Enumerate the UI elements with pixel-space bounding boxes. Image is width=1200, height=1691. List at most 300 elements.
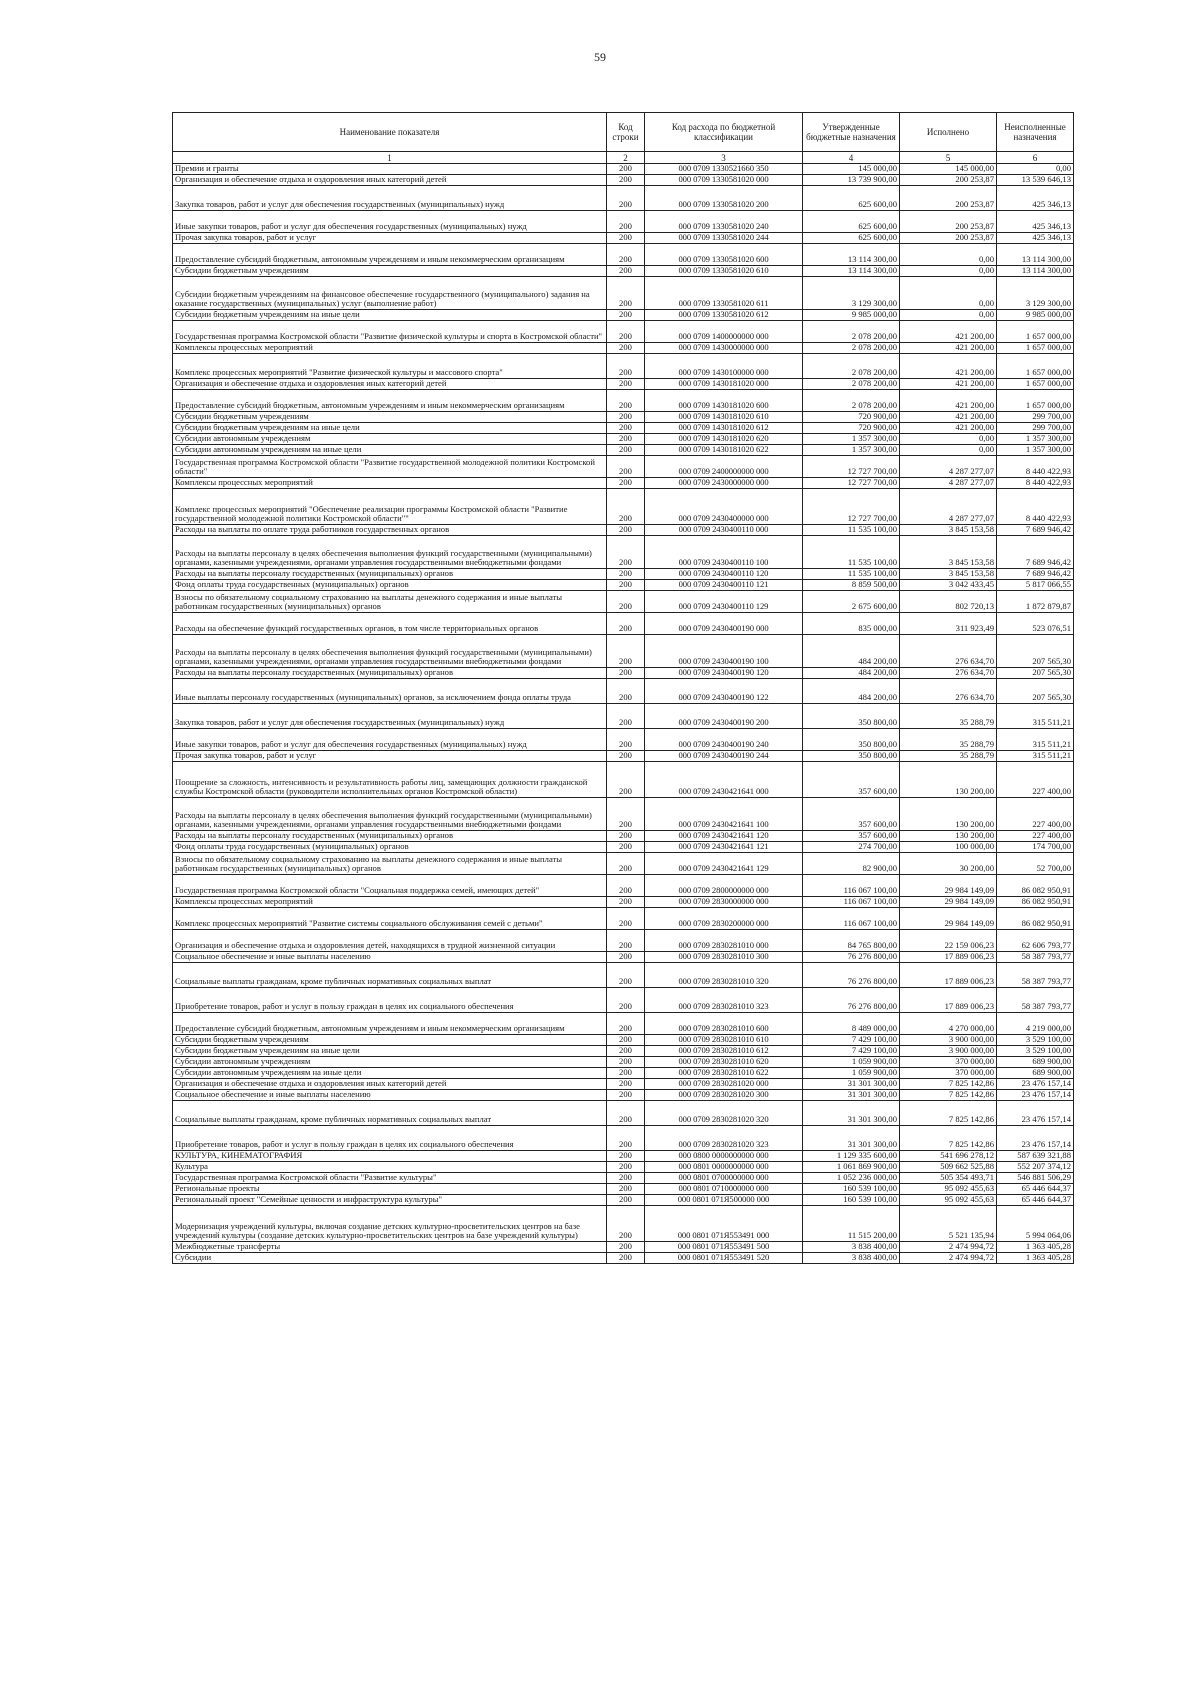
row-kbk: 000 0709 1330521660 350 xyxy=(645,164,803,175)
row-unexecuted: 9 985 000,00 xyxy=(997,310,1074,321)
row-code: 200 xyxy=(607,729,645,751)
row-approved: 13 114 300,00 xyxy=(803,266,900,277)
row-unexecuted: 425 346,13 xyxy=(997,211,1074,233)
row-name: Расходы на выплаты персоналу государственных (муниципальных) органов xyxy=(173,831,607,842)
column-number: 3 xyxy=(645,152,803,164)
row-approved: 76 276 800,00 xyxy=(803,963,900,988)
row-name: Иные выплаты персоналу государственных (муниципальных) органов, за исключением фонда оплаты труда xyxy=(173,679,607,704)
row-code: 200 xyxy=(607,277,645,310)
table-row xyxy=(173,164,1074,175)
row-executed: 421 200,00 xyxy=(900,343,997,354)
table-row xyxy=(173,668,1074,679)
row-kbk: 000 0709 1430181020 622 xyxy=(645,445,803,456)
table-row xyxy=(173,343,1074,354)
column-number: 6 xyxy=(997,152,1074,164)
row-unexecuted: 8 440 422,93 xyxy=(997,489,1074,525)
table-row xyxy=(173,277,1074,310)
row-executed: 29 984 149,09 xyxy=(900,897,997,908)
table-row xyxy=(173,390,1074,412)
table-row xyxy=(173,211,1074,233)
row-executed: 4 287 277,07 xyxy=(900,456,997,478)
row-code: 200 xyxy=(607,175,645,186)
page-number: 59 xyxy=(594,50,606,64)
row-name: Комплексы процессных мероприятий xyxy=(173,897,607,908)
row-unexecuted: 23 476 157,14 xyxy=(997,1079,1074,1090)
row-name: Организация и обеспечение отдыха и оздоровления иных категорий детей xyxy=(173,175,607,186)
row-kbk: 000 0709 2430400190 100 xyxy=(645,635,803,668)
row-unexecuted: 7 689 946,42 xyxy=(997,536,1074,569)
row-kbk: 000 0709 2430000000 000 xyxy=(645,478,803,489)
row-name: Расходы на выплаты персоналу в целях обеспечения выполнения функций государственными (муниципальными) органами, казенными учреждениями, органами управления государственными внебюджетными фондами xyxy=(173,536,607,569)
row-name: Субсидии бюджетным учреждениям на иные цели xyxy=(173,310,607,321)
row-executed: 17 889 006,23 xyxy=(900,988,997,1013)
row-approved: 76 276 800,00 xyxy=(803,988,900,1013)
row-name: Государственная программа Костромской области "Развитие государственной молодежной политики Костромской области" xyxy=(173,456,607,478)
row-kbk: 000 0709 2430400190 120 xyxy=(645,668,803,679)
row-code: 200 xyxy=(607,842,645,853)
row-name: Субсидии автономным учреждениям на иные цели xyxy=(173,1068,607,1079)
row-kbk: 000 0709 1330581020 240 xyxy=(645,211,803,233)
row-approved: 76 276 800,00 xyxy=(803,952,900,963)
row-executed: 0,00 xyxy=(900,266,997,277)
row-code: 200 xyxy=(607,1206,645,1242)
table-row xyxy=(173,1101,1074,1126)
row-unexecuted: 1 657 000,00 xyxy=(997,379,1074,390)
row-executed: 3 845 153,58 xyxy=(900,536,997,569)
table-row xyxy=(173,1151,1074,1162)
row-executed: 276 634,70 xyxy=(900,668,997,679)
row-approved: 1 059 900,00 xyxy=(803,1057,900,1068)
row-approved: 357 600,00 xyxy=(803,762,900,798)
row-approved: 484 200,00 xyxy=(803,635,900,668)
row-approved: 11 535 100,00 xyxy=(803,536,900,569)
table-row xyxy=(173,423,1074,434)
row-approved: 357 600,00 xyxy=(803,831,900,842)
row-unexecuted: 1 357 300,00 xyxy=(997,434,1074,445)
row-code: 200 xyxy=(607,798,645,831)
row-kbk: 000 0709 2400000000 000 xyxy=(645,456,803,478)
table-row xyxy=(173,536,1074,569)
row-code: 200 xyxy=(607,704,645,729)
row-unexecuted: 23 476 157,14 xyxy=(997,1090,1074,1101)
row-code: 200 xyxy=(607,266,645,277)
table-row xyxy=(173,875,1074,897)
row-executed: 130 200,00 xyxy=(900,798,997,831)
row-executed: 29 984 149,09 xyxy=(900,908,997,930)
row-kbk: 000 0801 071Я500000 000 xyxy=(645,1195,803,1206)
row-approved: 8 859 500,00 xyxy=(803,580,900,591)
row-code: 200 xyxy=(607,613,645,635)
row-approved: 625 600,00 xyxy=(803,186,900,211)
row-approved: 2 675 600,00 xyxy=(803,591,900,613)
row-name: Государственная программа Костромской области "Развитие физической культуры и спорта в Костромской области" xyxy=(173,321,607,343)
row-unexecuted: 7 689 946,42 xyxy=(997,569,1074,580)
row-approved: 484 200,00 xyxy=(803,679,900,704)
row-name: Государственная программа Костромской области "Социальная поддержка семей, имеющих детей" xyxy=(173,875,607,897)
row-executed: 421 200,00 xyxy=(900,354,997,379)
row-unexecuted: 62 606 793,77 xyxy=(997,930,1074,952)
table-row xyxy=(173,930,1074,952)
column-number: 4 xyxy=(803,152,900,164)
row-unexecuted: 3 129 300,00 xyxy=(997,277,1074,310)
row-approved: 11 515 200,00 xyxy=(803,1206,900,1242)
row-kbk: 000 0709 2830281010 610 xyxy=(645,1035,803,1046)
table-row xyxy=(173,310,1074,321)
table-row xyxy=(173,853,1074,875)
table-row xyxy=(173,1242,1074,1253)
row-executed: 7 825 142,86 xyxy=(900,1126,997,1151)
row-executed: 200 253,87 xyxy=(900,186,997,211)
row-name: Субсидии бюджетным учреждениям на иные цели xyxy=(173,423,607,434)
row-code: 200 xyxy=(607,569,645,580)
row-code: 200 xyxy=(607,310,645,321)
row-name: Культура xyxy=(173,1162,607,1173)
row-unexecuted: 299 700,00 xyxy=(997,423,1074,434)
row-executed: 200 253,87 xyxy=(900,233,997,244)
row-code: 200 xyxy=(607,1184,645,1195)
row-kbk: 000 0709 2430400190 244 xyxy=(645,751,803,762)
row-kbk: 000 0709 1330581020 000 xyxy=(645,175,803,186)
table-row xyxy=(173,478,1074,489)
row-executed: 5 521 135,94 xyxy=(900,1206,997,1242)
header-kbk: Код расхода по бюджетной классификации xyxy=(645,113,803,152)
row-approved: 9 985 000,00 xyxy=(803,310,900,321)
table-row xyxy=(173,445,1074,456)
row-executed: 3 845 153,58 xyxy=(900,569,997,580)
row-executed: 7 825 142,86 xyxy=(900,1101,997,1126)
row-name: Закупка товаров, работ и услуг для обеспечения государственных (муниципальных) нужд xyxy=(173,186,607,211)
row-code: 200 xyxy=(607,635,645,668)
row-unexecuted: 86 082 950,91 xyxy=(997,875,1074,897)
row-approved: 720 900,00 xyxy=(803,423,900,434)
row-executed: 505 354 493,71 xyxy=(900,1173,997,1184)
row-unexecuted: 1 657 000,00 xyxy=(997,321,1074,343)
row-approved: 1 129 335 600,00 xyxy=(803,1151,900,1162)
header-executed: Исполнено xyxy=(900,113,997,152)
table-row xyxy=(173,1195,1074,1206)
row-approved: 12 727 700,00 xyxy=(803,478,900,489)
row-code: 200 xyxy=(607,908,645,930)
row-name: Приобретение товаров, работ и услуг в пользу граждан в целях их социального обеспечения xyxy=(173,1126,607,1151)
row-unexecuted: 1 363 405,28 xyxy=(997,1242,1074,1253)
row-kbk: 000 0709 2830200000 000 xyxy=(645,908,803,930)
row-name: Закупка товаров, работ и услуг для обеспечения государственных (муниципальных) нужд xyxy=(173,704,607,729)
table-row xyxy=(173,489,1074,525)
row-unexecuted: 13 539 646,13 xyxy=(997,175,1074,186)
row-kbk: 000 0709 2430421641 100 xyxy=(645,798,803,831)
row-kbk: 000 0709 2430400110 100 xyxy=(645,536,803,569)
row-unexecuted: 86 082 950,91 xyxy=(997,908,1074,930)
row-approved: 145 000,00 xyxy=(803,164,900,175)
row-kbk: 000 0709 1400000000 000 xyxy=(645,321,803,343)
row-approved: 2 078 200,00 xyxy=(803,321,900,343)
row-code: 200 xyxy=(607,875,645,897)
row-approved: 7 429 100,00 xyxy=(803,1046,900,1057)
row-unexecuted: 86 082 950,91 xyxy=(997,897,1074,908)
table-row xyxy=(173,525,1074,536)
row-approved: 1 052 236 000,00 xyxy=(803,1173,900,1184)
row-code: 200 xyxy=(607,343,645,354)
row-kbk: 000 0709 2830000000 000 xyxy=(645,897,803,908)
row-kbk: 000 0709 2430421641 120 xyxy=(645,831,803,842)
row-kbk: 000 0709 2830281020 320 xyxy=(645,1101,803,1126)
row-name: Социальное обеспечение и иные выплаты населению xyxy=(173,952,607,963)
row-code: 200 xyxy=(607,525,645,536)
row-executed: 541 696 278,12 xyxy=(900,1151,997,1162)
row-approved: 1 059 900,00 xyxy=(803,1068,900,1079)
row-executed: 509 662 525,88 xyxy=(900,1162,997,1173)
row-approved: 31 301 300,00 xyxy=(803,1101,900,1126)
row-unexecuted: 23 476 157,14 xyxy=(997,1101,1074,1126)
table-row xyxy=(173,1057,1074,1068)
row-name: Расходы на выплаты персоналу государственных (муниципальных) органов xyxy=(173,668,607,679)
row-executed: 95 092 455,63 xyxy=(900,1195,997,1206)
row-name: Расходы на выплаты персоналу государственных (муниципальных) органов xyxy=(173,569,607,580)
row-code: 200 xyxy=(607,536,645,569)
row-approved: 84 765 800,00 xyxy=(803,930,900,952)
table-row xyxy=(173,988,1074,1013)
row-name: Организация и обеспечение отдыха и оздоровления детей, находящихся в трудной жизненной ситуации xyxy=(173,930,607,952)
table-row xyxy=(173,842,1074,853)
row-kbk: 000 0709 2430400110 121 xyxy=(645,580,803,591)
row-unexecuted: 8 440 422,93 xyxy=(997,456,1074,478)
row-unexecuted: 52 700,00 xyxy=(997,853,1074,875)
table-row xyxy=(173,354,1074,379)
row-executed: 3 900 000,00 xyxy=(900,1046,997,1057)
row-kbk: 000 0709 2430400110 129 xyxy=(645,591,803,613)
row-kbk: 000 0709 2430400190 122 xyxy=(645,679,803,704)
row-code: 200 xyxy=(607,1090,645,1101)
row-approved: 8 489 000,00 xyxy=(803,1013,900,1035)
row-executed: 276 634,70 xyxy=(900,679,997,704)
row-name: Расходы на обеспечение функций государственных органов, в том числе территориальных органов xyxy=(173,613,607,635)
table-row xyxy=(173,186,1074,211)
row-unexecuted: 315 511,21 xyxy=(997,751,1074,762)
row-unexecuted: 315 511,21 xyxy=(997,704,1074,729)
header-approved: Утвержденные бюджетные назначения xyxy=(803,113,900,152)
row-name: Комплексы процессных мероприятий xyxy=(173,478,607,489)
row-name: Субсидии автономным учреждениям xyxy=(173,1057,607,1068)
header-unexecuted: Неисполненные назначения xyxy=(997,113,1074,152)
table-row xyxy=(173,434,1074,445)
row-unexecuted: 1 872 879,87 xyxy=(997,591,1074,613)
table-row xyxy=(173,798,1074,831)
row-name: Межбюджетные трансферты xyxy=(173,1242,607,1253)
table-row xyxy=(173,908,1074,930)
row-code: 200 xyxy=(607,445,645,456)
table-row xyxy=(173,963,1074,988)
row-name: КУЛЬТУРА, КИНЕМАТОГРАФИЯ xyxy=(173,1151,607,1162)
row-approved: 160 539 100,00 xyxy=(803,1184,900,1195)
row-kbk: 000 0709 2830281010 000 xyxy=(645,930,803,952)
row-executed: 421 200,00 xyxy=(900,412,997,423)
row-code: 200 xyxy=(607,1126,645,1151)
column-number: 5 xyxy=(900,152,997,164)
row-name: Организация и обеспечение отдыха и оздоровления иных категорий детей xyxy=(173,1079,607,1090)
row-code: 200 xyxy=(607,1195,645,1206)
row-code: 200 xyxy=(607,478,645,489)
row-unexecuted: 65 446 644,37 xyxy=(997,1184,1074,1195)
row-executed: 95 092 455,63 xyxy=(900,1184,997,1195)
row-kbk: 000 0709 2830281020 300 xyxy=(645,1090,803,1101)
row-code: 200 xyxy=(607,762,645,798)
row-name: Субсидии бюджетным учреждениям xyxy=(173,412,607,423)
header-code: Код строки xyxy=(607,113,645,152)
row-executed: 30 200,00 xyxy=(900,853,997,875)
row-unexecuted: 58 387 793,77 xyxy=(997,988,1074,1013)
row-name: Прочая закупка товаров, работ и услуг xyxy=(173,751,607,762)
row-unexecuted: 227 400,00 xyxy=(997,762,1074,798)
row-code: 200 xyxy=(607,321,645,343)
row-executed: 145 000,00 xyxy=(900,164,997,175)
row-code: 200 xyxy=(607,1242,645,1253)
row-kbk: 000 0709 2830281020 323 xyxy=(645,1126,803,1151)
row-unexecuted: 689 900,00 xyxy=(997,1057,1074,1068)
row-approved: 357 600,00 xyxy=(803,798,900,831)
row-unexecuted: 299 700,00 xyxy=(997,412,1074,423)
row-name: Премии и гранты xyxy=(173,164,607,175)
row-code: 200 xyxy=(607,580,645,591)
row-approved: 160 539 100,00 xyxy=(803,1195,900,1206)
row-executed: 130 200,00 xyxy=(900,831,997,842)
row-kbk: 000 0709 2430400190 200 xyxy=(645,704,803,729)
table-row xyxy=(173,1035,1074,1046)
row-executed: 35 288,79 xyxy=(900,729,997,751)
row-executed: 4 270 000,00 xyxy=(900,1013,997,1035)
table-row xyxy=(173,1253,1074,1264)
row-name: Модернизация учреждений культуры, включая создание детских культурно-просветительских центров на базе учреждений культуры (создание детских культурно-просветительских центров на базе учреждений культуры) xyxy=(173,1206,607,1242)
row-executed: 3 042 433,45 xyxy=(900,580,997,591)
row-unexecuted: 13 114 300,00 xyxy=(997,244,1074,266)
row-approved: 13 739 900,00 xyxy=(803,175,900,186)
row-name: Расходы на выплаты персоналу в целях обеспечения выполнения функций государственными (муниципальными) органами, казенными учреждениями, органами управления государственными внебюджетными фондами xyxy=(173,635,607,668)
row-approved: 7 429 100,00 xyxy=(803,1035,900,1046)
row-name: Субсидии бюджетным учреждениям на финансовое обеспечение государственного (муниципального) задания на оказание государственных (муниципальных) услуг (выполнение работ) xyxy=(173,277,607,310)
row-approved: 3 129 300,00 xyxy=(803,277,900,310)
row-unexecuted: 58 387 793,77 xyxy=(997,952,1074,963)
row-name: Приобретение товаров, работ и услуг в пользу граждан в целях их социального обеспечения xyxy=(173,988,607,1013)
row-unexecuted: 227 400,00 xyxy=(997,798,1074,831)
row-name: Предоставление субсидий бюджетным, автономным учреждениям и иным некоммерческим организациям xyxy=(173,244,607,266)
row-name: Расходы на выплаты по оплате труда работников государственных органов xyxy=(173,525,607,536)
row-code: 200 xyxy=(607,1013,645,1035)
row-name: Субсидии бюджетным учреждениям xyxy=(173,1035,607,1046)
row-executed: 421 200,00 xyxy=(900,423,997,434)
row-name: Взносы по обязательному социальному страхованию на выплаты денежного содержания и иные выплаты работникам государственных (муниципальных) органов xyxy=(173,591,607,613)
table-row xyxy=(173,321,1074,343)
row-executed: 370 000,00 xyxy=(900,1057,997,1068)
row-kbk: 000 0709 2830281010 300 xyxy=(645,952,803,963)
row-executed: 276 634,70 xyxy=(900,635,997,668)
row-kbk: 000 0709 2430400110 000 xyxy=(645,525,803,536)
table-row xyxy=(173,1068,1074,1079)
table-header xyxy=(173,113,1074,164)
row-code: 200 xyxy=(607,751,645,762)
row-unexecuted: 23 476 157,14 xyxy=(997,1126,1074,1151)
column-number: 2 xyxy=(607,152,645,164)
row-executed: 802 720,13 xyxy=(900,591,997,613)
row-code: 200 xyxy=(607,233,645,244)
row-code: 200 xyxy=(607,831,645,842)
row-name: Фонд оплаты труда государственных (муниципальных) органов xyxy=(173,580,607,591)
row-unexecuted: 1 657 000,00 xyxy=(997,390,1074,412)
table-row xyxy=(173,1206,1074,1242)
row-approved: 274 700,00 xyxy=(803,842,900,853)
budget-execution-table xyxy=(172,112,1074,1264)
row-name: Комплекс процессных мероприятий "Обеспечение реализации программы Костромской области "Развитие государственной молодежной политики Костромской области"" xyxy=(173,489,607,525)
row-executed: 3 900 000,00 xyxy=(900,1035,997,1046)
row-executed: 29 984 149,09 xyxy=(900,875,997,897)
row-approved: 12 727 700,00 xyxy=(803,456,900,478)
table-row xyxy=(173,1173,1074,1184)
row-approved: 116 067 100,00 xyxy=(803,897,900,908)
row-kbk: 000 0709 2830281010 600 xyxy=(645,1013,803,1035)
row-kbk: 000 0709 2830281010 612 xyxy=(645,1046,803,1057)
row-approved: 484 200,00 xyxy=(803,668,900,679)
row-kbk: 000 0709 1330581020 600 xyxy=(645,244,803,266)
row-code: 200 xyxy=(607,679,645,704)
row-unexecuted: 1 363 405,28 xyxy=(997,1253,1074,1264)
row-executed: 17 889 006,23 xyxy=(900,952,997,963)
row-name: Расходы на выплаты персоналу в целях обеспечения выполнения функций государственными (муниципальными) органами, казенными учреждениями, органами управления государственными внебюджетными фондами xyxy=(173,798,607,831)
table-row xyxy=(173,751,1074,762)
row-executed: 2 474 994,72 xyxy=(900,1242,997,1253)
row-kbk: 000 0709 1430181020 600 xyxy=(645,390,803,412)
row-code: 200 xyxy=(607,1253,645,1264)
row-approved: 1 357 300,00 xyxy=(803,434,900,445)
row-unexecuted: 1 657 000,00 xyxy=(997,354,1074,379)
row-code: 200 xyxy=(607,668,645,679)
row-approved: 11 535 100,00 xyxy=(803,569,900,580)
row-kbk: 000 0709 1330581020 244 xyxy=(645,233,803,244)
table-row xyxy=(173,266,1074,277)
row-code: 200 xyxy=(607,1035,645,1046)
row-approved: 13 114 300,00 xyxy=(803,244,900,266)
row-unexecuted: 3 529 100,00 xyxy=(997,1035,1074,1046)
row-name: Социальные выплаты гражданам, кроме публичных нормативных социальных выплат xyxy=(173,963,607,988)
row-name: Взносы по обязательному социальному страхованию на выплаты денежного содержания и иные выплаты работникам государственных (муниципальных) органов xyxy=(173,853,607,875)
row-code: 200 xyxy=(607,186,645,211)
row-executed: 22 159 006,23 xyxy=(900,930,997,952)
row-kbk: 000 0709 1330581020 200 xyxy=(645,186,803,211)
row-kbk: 000 0709 1430181020 620 xyxy=(645,434,803,445)
row-unexecuted: 13 114 300,00 xyxy=(997,266,1074,277)
table-row xyxy=(173,569,1074,580)
row-approved: 350 800,00 xyxy=(803,729,900,751)
row-code: 200 xyxy=(607,1151,645,1162)
row-name: Фонд оплаты труда государственных (муниципальных) органов xyxy=(173,842,607,853)
row-unexecuted: 1 357 300,00 xyxy=(997,445,1074,456)
row-code: 200 xyxy=(607,963,645,988)
row-name: Прочая закупка товаров, работ и услуг xyxy=(173,233,607,244)
row-approved: 350 800,00 xyxy=(803,704,900,729)
row-kbk: 000 0709 1330581020 610 xyxy=(645,266,803,277)
row-kbk: 000 0709 1330581020 612 xyxy=(645,310,803,321)
table-row xyxy=(173,1126,1074,1151)
row-approved: 12 727 700,00 xyxy=(803,489,900,525)
row-kbk: 000 0709 1430181020 612 xyxy=(645,423,803,434)
row-executed: 421 200,00 xyxy=(900,390,997,412)
row-executed: 0,00 xyxy=(900,434,997,445)
row-executed: 0,00 xyxy=(900,310,997,321)
table-row xyxy=(173,456,1074,478)
table-row xyxy=(173,1046,1074,1057)
table-row xyxy=(173,1162,1074,1173)
row-code: 200 xyxy=(607,164,645,175)
row-unexecuted: 7 689 946,42 xyxy=(997,525,1074,536)
row-kbk: 000 0709 2430400000 000 xyxy=(645,489,803,525)
row-kbk: 000 0801 0710000000 000 xyxy=(645,1184,803,1195)
